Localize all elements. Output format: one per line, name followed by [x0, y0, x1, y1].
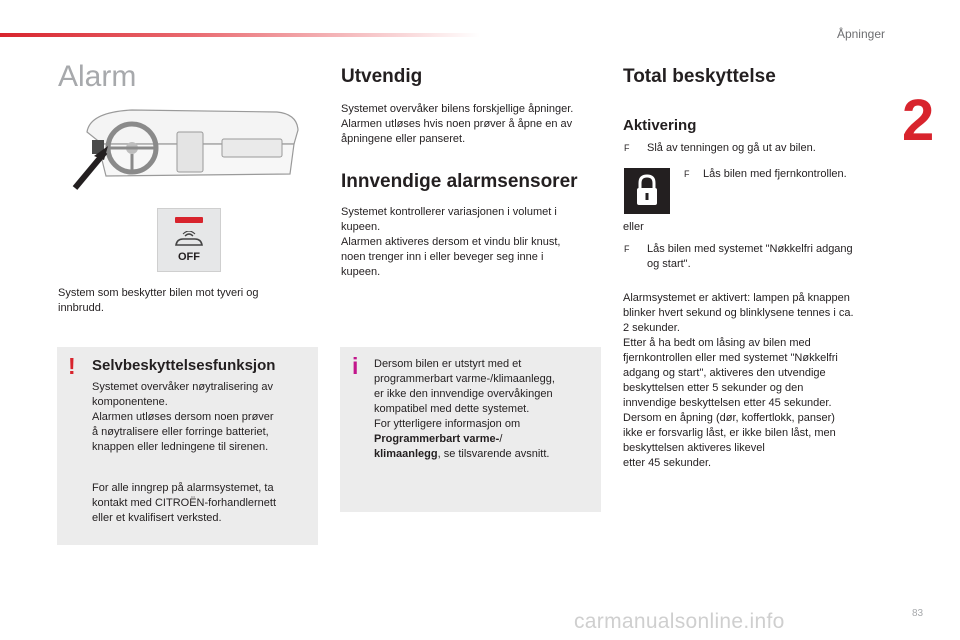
alarm-led: [175, 217, 203, 223]
info-bold-1: Programmerbart varme-: [374, 433, 500, 445]
page-number: 83: [912, 608, 924, 619]
warning-box: [57, 347, 318, 545]
warning-para-1: Systemet overvåker nøytralisering av komponentene. Alarmen utløses dersom noen prøver å nøytralisere eller forringe batteriet, knappen eller ledningene til sirenen.: [92, 381, 274, 453]
info-slash: /: [499, 433, 503, 445]
info-text: [374, 357, 596, 462]
warning-icon: !: [68, 353, 76, 379]
step-1: Slå av tenningen og gå ut av bilen.: [647, 142, 816, 154]
alarm-off-button-illustration: [157, 208, 221, 272]
watermark: carmanualsonline.info: [574, 610, 785, 633]
info-text-2: , se tilsvarende avsnitt.: [437, 448, 550, 460]
lock-button-illustration: [624, 168, 670, 214]
bullet-icon: F: [624, 143, 630, 153]
total-heading: Total beskyttelse: [623, 66, 776, 87]
innvendig-text: Systemet kontrollerer variasjonen i volumet i kupeen. Alarmen aktiveres dersom et vindu blir knust, noen trenger inn i eller beveger seg inne i kupeen.: [341, 206, 561, 278]
utvendig-text: Systemet overvåker bilens forskjellige åpninger. Alarmen utløses hvis noen prøver å åpne en av åpningene eller panseret.: [341, 103, 574, 145]
innvendig-heading: Innvendige alarmsensorer: [341, 171, 578, 192]
chapter-title: Åpninger: [836, 27, 885, 41]
chapter-number: 2: [902, 88, 935, 153]
warning-title: Selvbeskyttelsesfunksjon: [92, 357, 276, 374]
info-icon: i: [352, 353, 359, 379]
activation-body: Alarmsystemet er aktivert: lampen på knappen blinker hvert sekund og blinklysene tennes i ca. 2 sekunder. Etter å ha bedt om låsing av bilen med fjernkontrollen eller med systemet "Nøkkelfri adgang og start", aktiveres den utvendige beskyttelsen etter 5 sekunder og den innvendige beskyttelsen etter 45 sekunder. Dersom en åpning (dør, koffertlokk, panser) ikke er forsvarlig låst, er ikke bilen låst, men beskyttelsen aktiveres likevel etter 45 sekunder.: [623, 292, 854, 469]
info-text-1: Dersom bilen er utstyrt med et programmerbart varme-/klimaanlegg, er ikke den innvendige overvåkingen kompatibel med dette systemet. For ytterligere informasjon om: [374, 358, 555, 430]
page-title: Alarm: [58, 60, 137, 93]
header-accent-bar: [0, 33, 480, 37]
aktivering-heading: Aktivering: [623, 117, 697, 134]
bullet-icon: F: [624, 244, 630, 254]
step-3: Lås bilen med systemet "Nøkkelfri adgang og start".: [647, 243, 853, 270]
alarm-caption: System som beskytter bilen mot tyveri og innbrudd.: [58, 287, 259, 314]
warning-para-2: For alle inngrep på alarmsystemet, ta kontakt med CITROËN-forhandlernett eller et kvalifisert verksted.: [92, 482, 277, 524]
off-label: OFF: [178, 251, 200, 263]
info-box: [340, 347, 601, 512]
dashboard-illustration: [72, 104, 302, 196]
bullet-icon: F: [684, 169, 690, 179]
lock-icon: [624, 168, 670, 214]
info-bold-2: klimaanlegg: [374, 448, 438, 460]
step-2: Lås bilen med fjernkontrollen.: [703, 168, 847, 180]
car-alarm-icon: [173, 231, 205, 249]
or-label: eller: [623, 221, 644, 233]
utvendig-heading: Utvendig: [341, 66, 423, 87]
